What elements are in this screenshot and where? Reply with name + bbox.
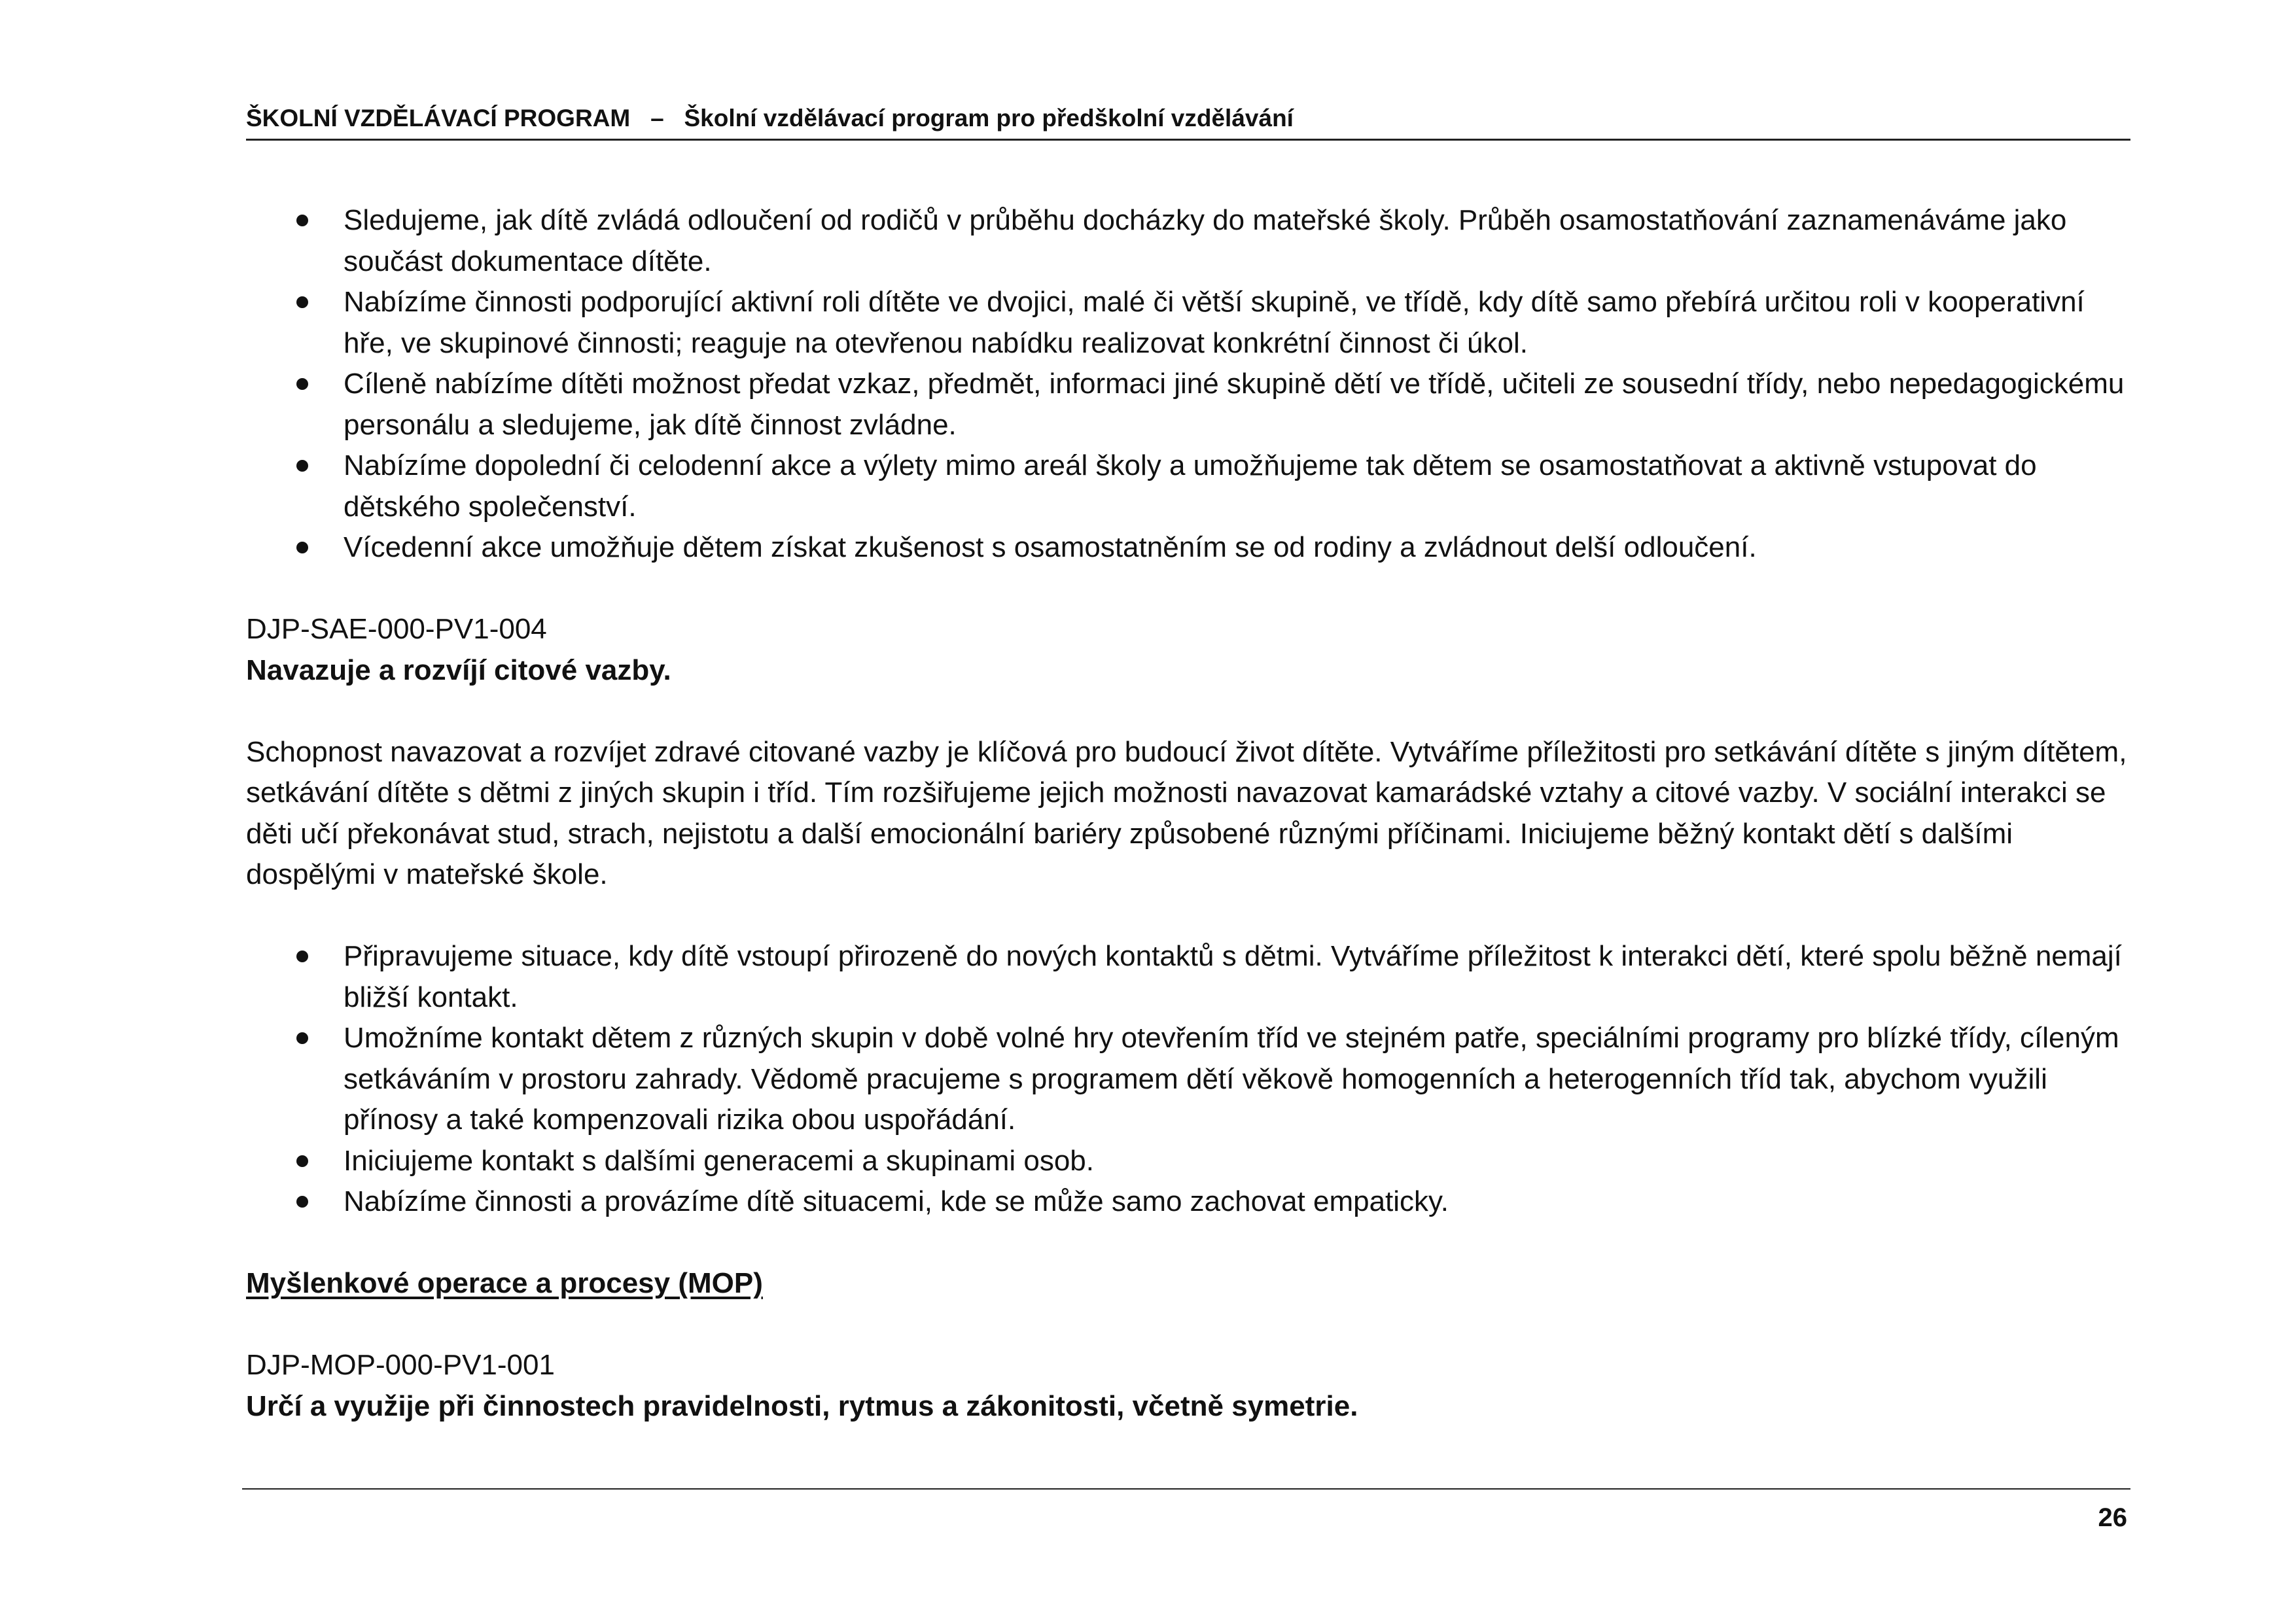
bullet-list-independence (246, 200, 2130, 568)
list-item-text: Cíleně nabízíme dítěti možnost předat vzkaz, předmět, informaci jiné skupině dětí ve třídě, učiteli ze sousední třídy, nebo nepedagogickému personálu a sledujeme, jak dítě činnost zvládne. (344, 368, 2125, 441)
spacer (246, 1304, 2130, 1346)
footer-divider (242, 1488, 2130, 1490)
list-item-text: Umožníme kontakt dětem z různých skupin v době volné hry otevřením tříd ve stejném patře, speciálními programy pro blízké třídy, cíleným setkáváním v prostoru zahrady. Vědomě pracujeme s programem dětí věkově homogenních a heterogenních tříd tak, abychom využili přínosy a také kompenzovali rizika obou uspořádání. (344, 1022, 2119, 1136)
list-item (246, 445, 2130, 527)
list-item-text: Vícedenní akce umožňuje dětem získat zkušenost s osamostatněním se od rodiny a zvládnout delší odloučení. (344, 531, 1757, 563)
header-subtitle: Školní vzdělávací program pro předškolní vzdělávání (684, 105, 1294, 131)
header-separator: – (650, 105, 664, 131)
page-content (246, 200, 2130, 1427)
bullet-icon (296, 378, 308, 390)
list-item (246, 364, 2130, 445)
list-item-text: Sledujeme, jak dítě zvládá odloučení od rodičů v průběhu docházky do mateřské školy. Průběh osamostatňování zaznamenáváme jako součást dokumentace dítěte. (344, 204, 2067, 277)
spacer (246, 896, 2130, 937)
bullet-icon (296, 542, 308, 553)
goal-title: Navazuje a rozvíjí citové vazby. (246, 654, 671, 686)
list-item-text: Nabízíme činnosti a provázíme dítě situacemi, kde se může samo zachovat empaticky. (344, 1185, 1449, 1217)
goal-code: DJP-SAE-000-PV1-004 (246, 613, 547, 645)
section-heading: Myšlenkové operace a procesy (MOP) (246, 1267, 763, 1299)
list-item-text: Nabízíme činnosti podporující aktivní roli dítěte ve dvojici, malé či větší skupině, ve třídě, kdy dítě samo přebírá určitou roli v kooperativní hře, ve skupinové činnosti; reaguje na otevřenou nabídku realizovat konkrétní činnost či úkol. (344, 286, 2085, 359)
bullet-icon (296, 296, 308, 308)
spacer (246, 568, 2130, 610)
page-header (246, 98, 2130, 141)
page-number: 26 (2098, 1503, 2127, 1532)
list-item (246, 200, 2130, 282)
body-paragraph: Schopnost navazovat a rozvíjet zdravé citované vazby je klíčová pro budoucí život dítěte. Vytváříme příležitosti pro setkávání dítěte s jiným dítětem, setkávání dítěte s dětmi z jiných skupin i tříd. Tím rozšiřujeme jejich možnosti navazovat kamarádské vztahy a citové vazby. V sociální interakci se děti učí překonávat stud, strach, nejistotu a další emocionální bariéry způsobené různými příčinami. Iniciujeme běžný kontakt dětí s dalšími dospělými v mateřské škole. (246, 735, 2127, 890)
goal-title: Určí a využije při činnostech pravidelnosti, rytmus a zákonitosti, včetně symetrie. (246, 1389, 1358, 1422)
list-item (246, 527, 2130, 568)
list-item (246, 1181, 2130, 1223)
list-item-text: Připravujeme situace, kdy dítě vstoupí přirozeně do nových kontaktů s dětmi. Vytváříme příležitost k interakci dětí, které spolu běžně nemají bližší kontakt. (344, 940, 2122, 1013)
list-item-text: Nabízíme dopolední či celodenní akce a výlety mimo areál školy a umožňujeme tak dětem se osamostatňovat a aktivně vstupovat do dětského společenství. (344, 449, 2037, 523)
list-item (246, 282, 2130, 364)
bullet-icon (296, 1196, 308, 1208)
bullet-list-contacts (246, 936, 2130, 1223)
list-item (246, 1141, 2130, 1182)
bullet-icon (296, 215, 308, 226)
header-program-title: ŠKOLNÍ VZDĚLÁVACÍ PROGRAM (246, 105, 631, 131)
list-item (246, 936, 2130, 1018)
spacer (246, 691, 2130, 732)
bullet-icon (296, 460, 308, 472)
list-item (246, 1018, 2130, 1141)
bullet-icon (296, 951, 308, 962)
bullet-icon (296, 1032, 308, 1044)
spacer (246, 1223, 2130, 1264)
goal-code: DJP-MOP-000-PV1-001 (246, 1349, 555, 1381)
list-item-text: Iniciujeme kontakt s dalšími generacemi a skupinami osob. (344, 1144, 1094, 1177)
bullet-icon (296, 1155, 308, 1167)
